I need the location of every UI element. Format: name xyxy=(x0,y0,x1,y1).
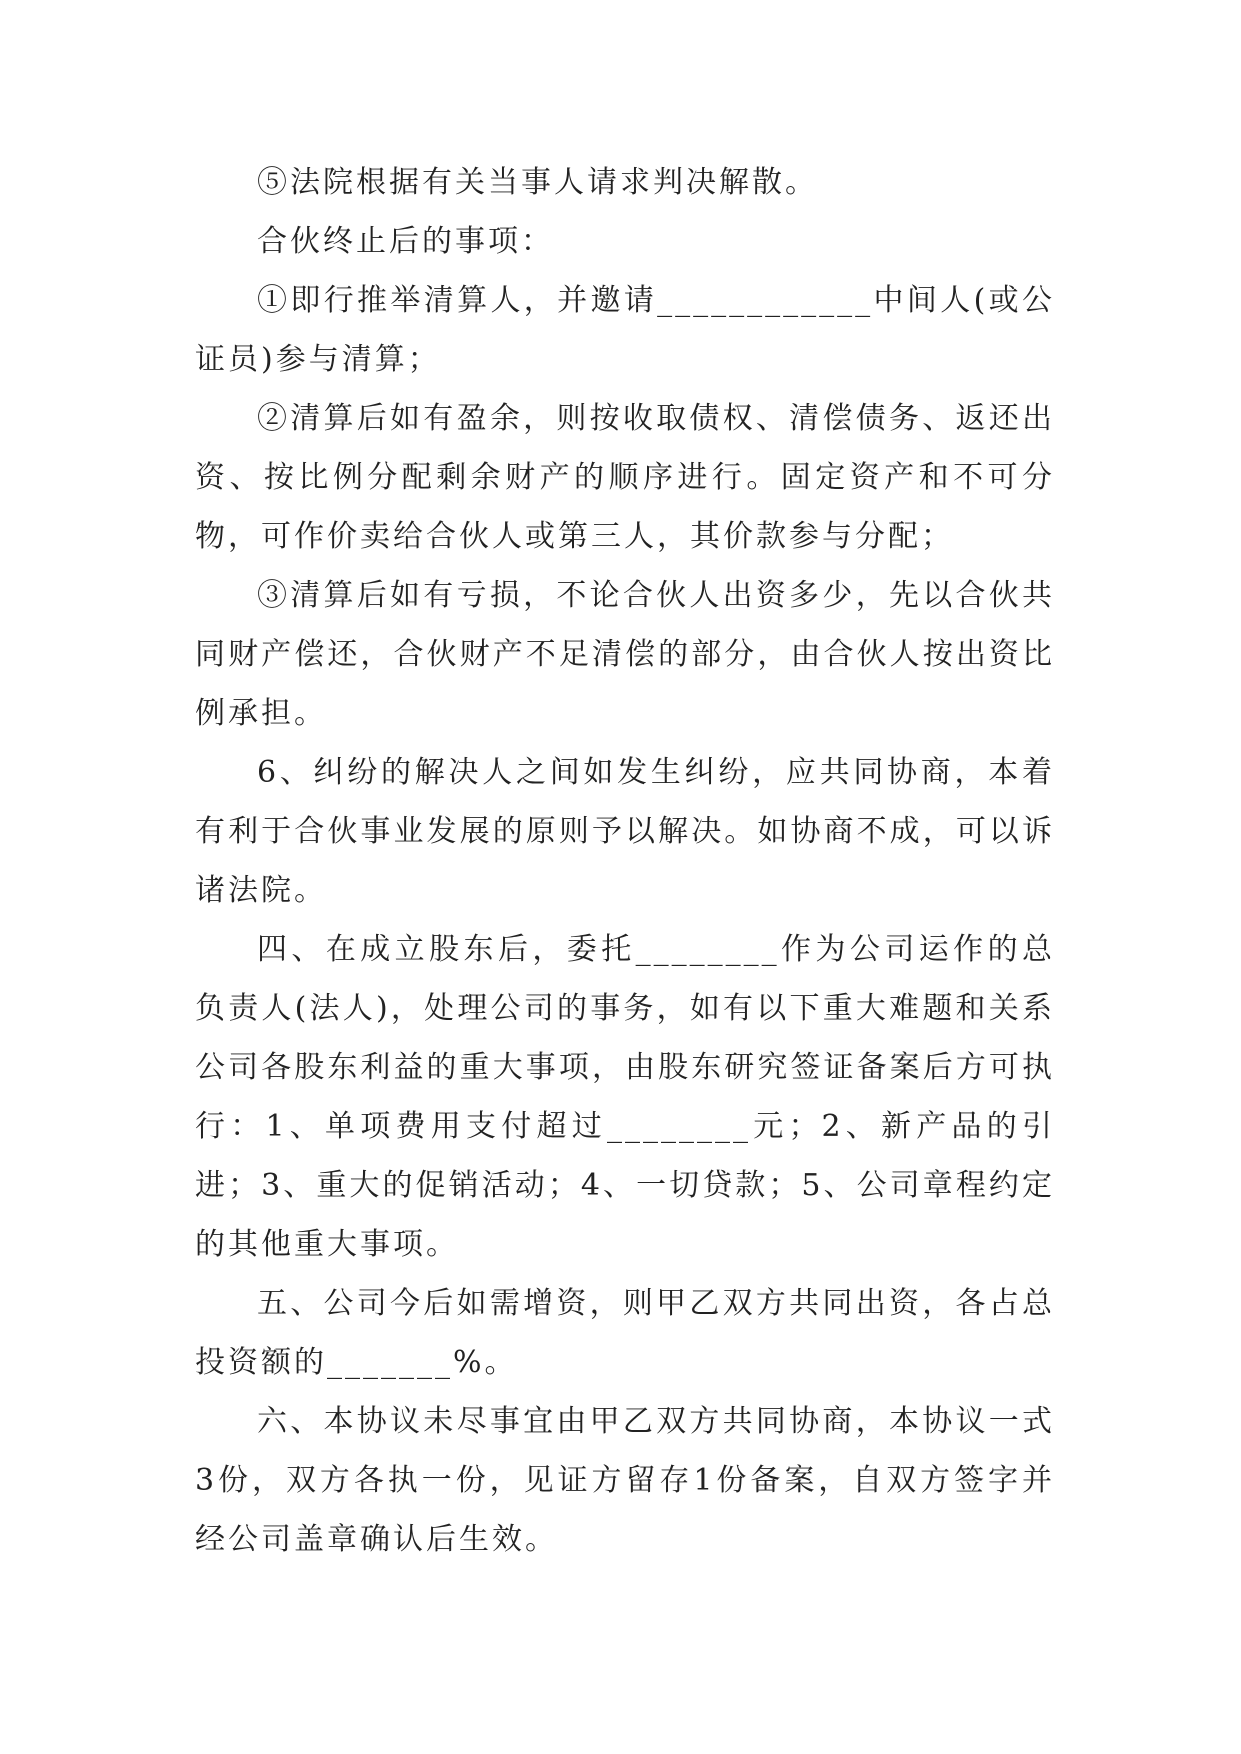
document-body xyxy=(195,153,1055,1569)
paragraph-section-four: 四、在成立股东后，委托________作为公司运作的总负责人(法人)，处理公司的事务，如有以下重大难题和关系公司各股东利益的重大事项，由股东研究签证备案后方可执行：1、单项费用支付超过________元；2、新产品的引进；3、重大的促销活动；4、一切贷款；5、公司章程约定的其他重大事项。 xyxy=(195,932,1055,1262)
paragraph-section-five: 五、公司今后如需增资，则甲乙双方共同出资，各占总投资额的_______%。 xyxy=(195,1286,1055,1380)
paragraph-post-termination-heading: 合伙终止后的事项： xyxy=(257,224,554,259)
paragraph-loss: ③清算后如有亏损，不论合伙人出资多少，先以合伙共同财产偿还，合伙财产不足清偿的部分，由合伙人按出资比例承担。 xyxy=(195,578,1055,731)
paragraph-surplus: ②清算后如有盈余，则按收取债权、清偿债务、返还出资、按比例分配剩余财产的顺序进行。固定资产和不可分物，可作价卖给合伙人或第三人，其价款参与分配； xyxy=(195,401,1055,554)
paragraph-court-dissolution: ⑤法院根据有关当事人请求判决解散。 xyxy=(257,165,818,200)
paragraph-liquidator: ①即行推举清算人，并邀请____________中间人(或公证员)参与清算； xyxy=(195,283,1055,377)
paragraph-section-six: 六、本协议未尽事宜由甲乙双方共同协商，本协议一式3份，双方各执一份，见证方留存1份备案，自双方签字并经公司盖章确认后生效。 xyxy=(195,1404,1055,1557)
paragraph-dispute: 6、纠纷的解决人之间如发生纠纷，应共同协商，本着有利于合伙事业发展的原则予以解决。如协商不成，可以诉诸法院。 xyxy=(195,755,1055,908)
